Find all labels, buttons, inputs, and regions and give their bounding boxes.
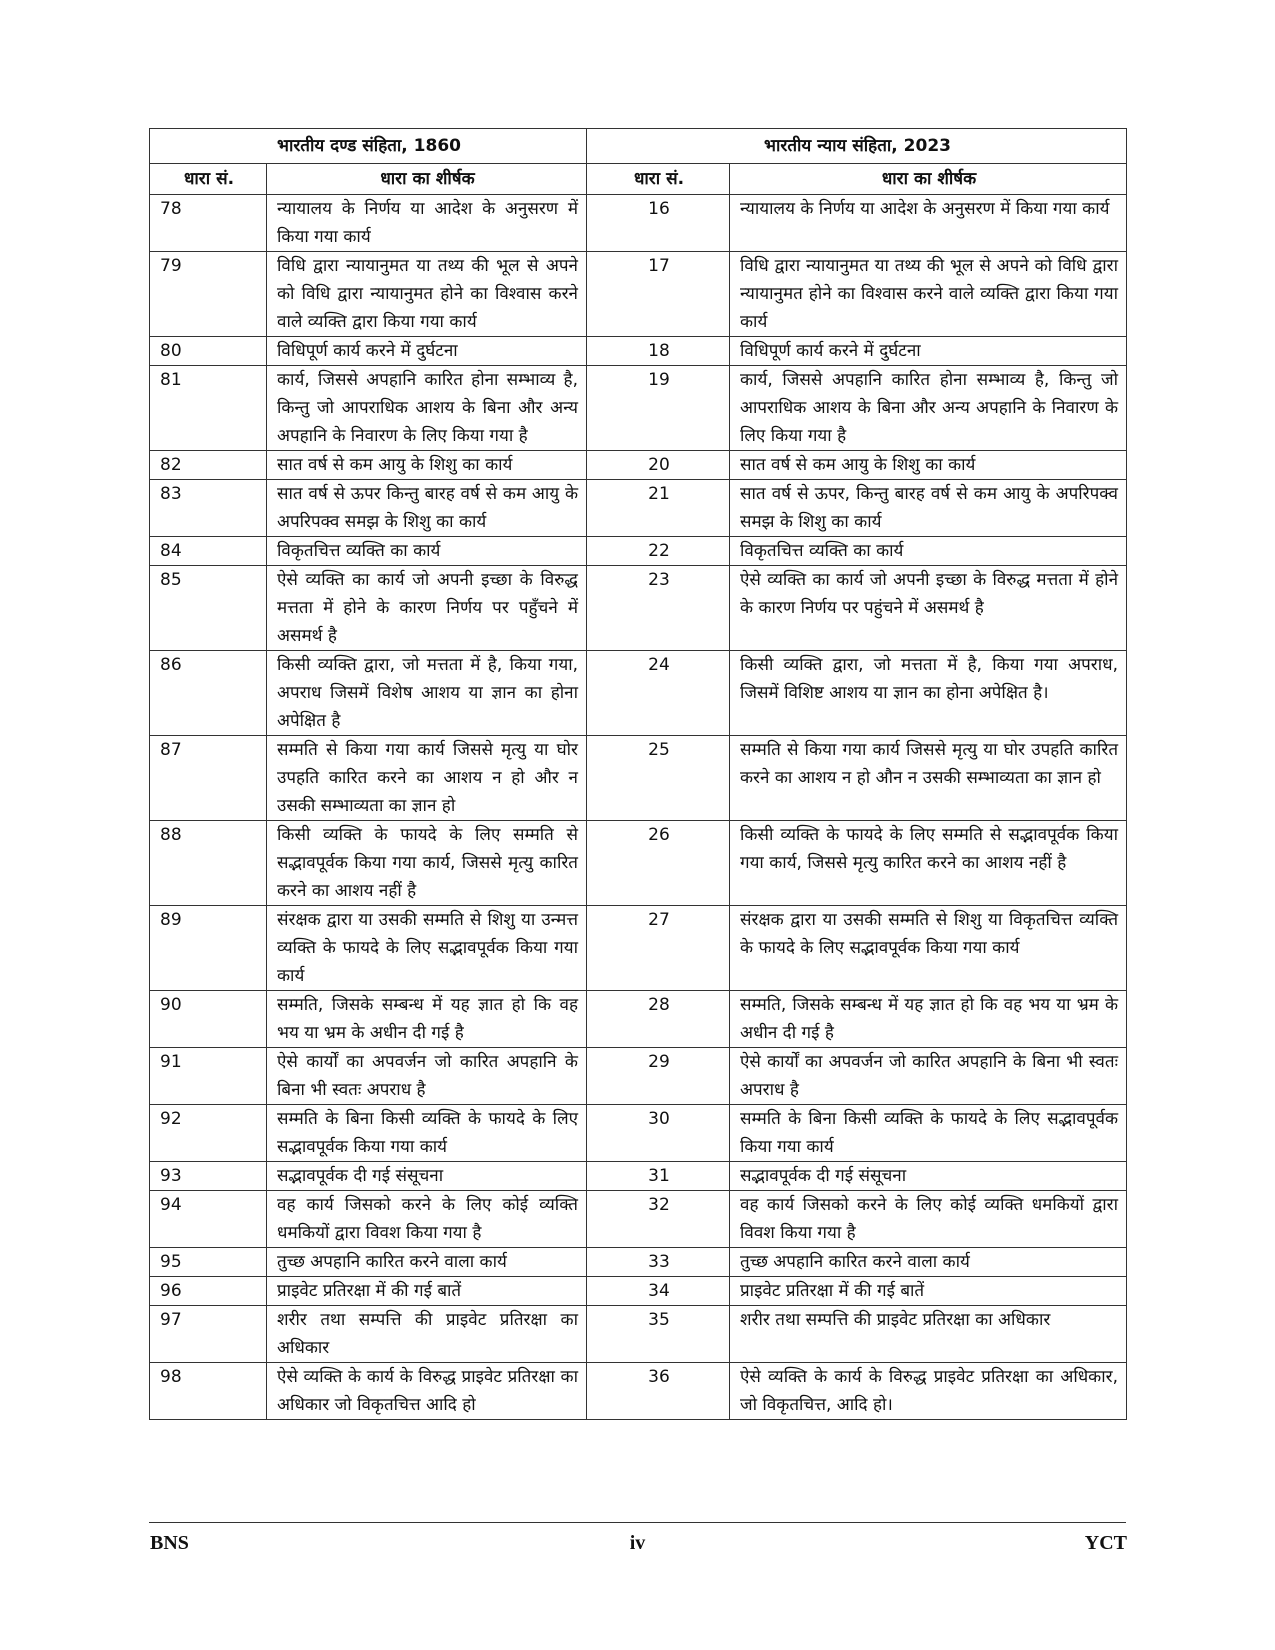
bns-section-no: 33 (587, 1248, 730, 1277)
ipc-section-no: 78 (150, 195, 267, 252)
bns-section-title: किसी व्यक्ति के फायदे के लिए सम्मति से सद्भावपूर्वक किया गया कार्य, जिससे मृत्यु कारित करने का आशय नहीं है (730, 821, 1127, 906)
ipc-section-title: ऐसे व्यक्ति के कार्य के विरुद्ध प्राइवेट प्रतिरक्षा का अधिकार जो विकृतचित्त आदि हो (267, 1363, 587, 1420)
table-row (150, 1048, 1127, 1105)
bns-section-no: 34 (587, 1277, 730, 1306)
bns-section-no: 26 (587, 821, 730, 906)
ipc-section-title: शरीर तथा सम्पत्ति की प्राइवेट प्रतिरक्षा का अधिकार (267, 1306, 587, 1363)
bns-section-title: विधि द्वारा न्यायानुमत या तथ्य की भूल से अपने को विधि द्वारा न्यायानुमत होने का विश्वास करने वाले व्यक्ति द्वारा किया गया कार्य (730, 252, 1127, 337)
bns-section-no: 16 (587, 195, 730, 252)
footer-right: YCT (1084, 1532, 1127, 1554)
bns-section-no: 27 (587, 906, 730, 991)
table-row (150, 1248, 1127, 1277)
ipc-section-title: सात वर्ष से कम आयु के शिशु का कार्य (267, 451, 587, 480)
bns-section-no: 28 (587, 991, 730, 1048)
ipc-section-title: किसी व्यक्ति के फायदे के लिए सम्मति से सद्भावपूर्वक किया गया कार्य, जिससे मृत्यु कारित करने का आशय नहीं है (267, 821, 587, 906)
bns-section-no: 22 (587, 537, 730, 566)
ipc-section-title: प्राइवेट प्रतिरक्षा में की गई बातें (267, 1277, 587, 1306)
bns-section-title: विधिपूर्ण कार्य करने में दुर्घटना (730, 337, 1127, 366)
bns-group-header: भारतीय न्याय संहिता, 2023 (587, 129, 1127, 164)
ipc-section-title: वह कार्य जिसको करने के लिए कोई व्यक्ति धमकियों द्वारा विवश किया गया है (267, 1191, 587, 1248)
ipc-section-title: सद्भावपूर्वक दी गई संसूचना (267, 1162, 587, 1191)
table-row (150, 1191, 1127, 1248)
table-row (150, 1306, 1127, 1363)
table-row (150, 337, 1127, 366)
comparison-table (149, 128, 1127, 1420)
bns-section-no: 20 (587, 451, 730, 480)
bns-section-title: वह कार्य जिसको करने के लिए कोई व्यक्ति धमकियों द्वारा विवश किया गया है (730, 1191, 1127, 1248)
table-row (150, 821, 1127, 906)
table-row (150, 1105, 1127, 1162)
ipc-section-no: 85 (150, 566, 267, 651)
bns-section-no: 19 (587, 366, 730, 451)
footer-left: BNS (150, 1532, 189, 1554)
ipc-section-title: सम्मति, जिसके सम्बन्ध में यह ज्ञात हो कि वह भय या भ्रम के अधीन दी गई है (267, 991, 587, 1048)
ipc-section-title: विधि द्वारा न्यायानुमत या तथ्य की भूल से अपने को विधि द्वारा न्यायानुमत होने का विश्वास करने वाले व्यक्ति द्वारा किया गया कार्य (267, 252, 587, 337)
ipc-title-header: धारा का शीर्षक (267, 164, 587, 195)
ipc-section-title: सम्मति के बिना किसी व्यक्ति के फायदे के लिए सद्भावपूर्वक किया गया कार्य (267, 1105, 587, 1162)
ipc-section-no: 82 (150, 451, 267, 480)
ipc-section-no: 96 (150, 1277, 267, 1306)
bns-section-no: 25 (587, 736, 730, 821)
bns-section-no: 29 (587, 1048, 730, 1105)
table-row (150, 366, 1127, 451)
ipc-section-no: 81 (150, 366, 267, 451)
ipc-section-title: सात वर्ष से ऊपर किन्तु बारह वर्ष से कम आयु के अपरिपक्व समझ के शिशु का कार्य (267, 480, 587, 537)
bns-section-title: सम्मति, जिसके सम्बन्ध में यह ज्ञात हो कि वह भय या भ्रम के अधीन दी गई है (730, 991, 1127, 1048)
table-row (150, 451, 1127, 480)
bns-section-title: ऐसे व्यक्ति के कार्य के विरुद्ध प्राइवेट प्रतिरक्षा का अधिकार, जो विकृतचित्त, आदि हो। (730, 1363, 1127, 1420)
bns-section-no-header: धारा सं. (587, 164, 730, 195)
page-number: iv (629, 1532, 646, 1554)
ipc-section-title: विधिपूर्ण कार्य करने में दुर्घटना (267, 337, 587, 366)
ipc-section-title: ऐसे व्यक्ति का कार्य जो अपनी इच्छा के विरुद्ध मत्तता में होने के कारण निर्णय पर पहुँचने में असमर्थ है (267, 566, 587, 651)
bns-section-title: संरक्षक द्वारा या उसकी सम्मति से शिशु या विकृतचित्त व्यक्ति के फायदे के लिए सद्भावपूर्वक किया गया कार्य (730, 906, 1127, 991)
table-row (150, 906, 1127, 991)
ipc-group-header: भारतीय दण्ड संहिता, 1860 (150, 129, 587, 164)
bns-section-title: किसी व्यक्ति द्वारा, जो मत्तता में है, किया गया अपराध, जिसमें विशिष्ट आशय या ज्ञान का होना अपेक्षित है। (730, 651, 1127, 736)
bns-section-no: 32 (587, 1191, 730, 1248)
table-row (150, 252, 1127, 337)
bns-section-title: सद्भावपूर्वक दी गई संसूचना (730, 1162, 1127, 1191)
bns-section-no: 17 (587, 252, 730, 337)
table-row (150, 651, 1127, 736)
ipc-section-no: 94 (150, 1191, 267, 1248)
table-row (150, 537, 1127, 566)
ipc-section-title: विकृतचित्त व्यक्ति का कार्य (267, 537, 587, 566)
ipc-section-title: तुच्छ अपहानि कारित करने वाला कार्य (267, 1248, 587, 1277)
ipc-section-title: किसी व्यक्ति द्वारा, जो मत्तता में है, किया गया, अपराध जिसमें विशेष आशय या ज्ञान का होना अपेक्षित है (267, 651, 587, 736)
ipc-section-no: 93 (150, 1162, 267, 1191)
ipc-section-no-header: धारा सं. (150, 164, 267, 195)
ipc-section-title: न्यायालय के निर्णय या आदेश के अनुसरण में किया गया कार्य (267, 195, 587, 252)
bns-section-title: न्यायालय के निर्णय या आदेश के अनुसरण में किया गया कार्य (730, 195, 1127, 252)
table-row (150, 480, 1127, 537)
ipc-section-no: 80 (150, 337, 267, 366)
bns-title-header: धारा का शीर्षक (730, 164, 1127, 195)
ipc-section-no: 87 (150, 736, 267, 821)
bns-section-title: ऐसे कार्यों का अपवर्जन जो कारित अपहानि के बिना भी स्वतः अपराध है (730, 1048, 1127, 1105)
bns-section-title: सम्मति से किया गया कार्य जिससे मृत्यु या घोर उपहति कारित करने का आशय न हो औन न उसकी सम्भाव्यता का ज्ञान हो (730, 736, 1127, 821)
ipc-section-no: 95 (150, 1248, 267, 1277)
ipc-section-no: 98 (150, 1363, 267, 1420)
bns-section-no: 31 (587, 1162, 730, 1191)
ipc-section-no: 79 (150, 252, 267, 337)
ipc-section-no: 83 (150, 480, 267, 537)
ipc-section-no: 90 (150, 991, 267, 1048)
column-header-row (150, 164, 1127, 195)
bns-section-title: सात वर्ष से कम आयु के शिशु का कार्य (730, 451, 1127, 480)
bns-section-title: सात वर्ष से ऊपर, किन्तु बारह वर्ष से कम आयु के अपरिपक्व समझ के शिशु का कार्य (730, 480, 1127, 537)
ipc-section-title: सम्मति से किया गया कार्य जिससे मृत्यु या घोर उपहति कारित करने का आशय न हो और न उसकी सम्भाव्यता का ज्ञान हो (267, 736, 587, 821)
bns-section-no: 36 (587, 1363, 730, 1420)
table-row (150, 1162, 1127, 1191)
bns-section-no: 21 (587, 480, 730, 537)
ipc-section-no: 84 (150, 537, 267, 566)
ipc-section-no: 97 (150, 1306, 267, 1363)
ipc-section-title: संरक्षक द्वारा या उसकी सम्मति से शिशु या उन्मत्त व्यक्ति के फायदे के लिए सद्भावपूर्वक किया गया कार्य (267, 906, 587, 991)
ipc-section-no: 88 (150, 821, 267, 906)
bns-section-no: 35 (587, 1306, 730, 1363)
table-row (150, 195, 1127, 252)
bns-section-no: 23 (587, 566, 730, 651)
ipc-section-title: कार्य, जिससे अपहानि कारित होना सम्भाव्य है, किन्तु जो आपराधिक आशय के बिना और अन्य अपहानि के निवारण के लिए किया गया है (267, 366, 587, 451)
ipc-section-no: 91 (150, 1048, 267, 1105)
ipc-section-no: 89 (150, 906, 267, 991)
ipc-section-no: 92 (150, 1105, 267, 1162)
ipc-section-no: 86 (150, 651, 267, 736)
group-header-row (150, 129, 1127, 164)
bns-section-title: सम्मति के बिना किसी व्यक्ति के फायदे के लिए सद्भावपूर्वक किया गया कार्य (730, 1105, 1127, 1162)
bns-section-no: 18 (587, 337, 730, 366)
ipc-section-title: ऐसे कार्यों का अपवर्जन जो कारित अपहानि के बिना भी स्वतः अपराध है (267, 1048, 587, 1105)
bns-section-title: तुच्छ अपहानि कारित करने वाला कार्य (730, 1248, 1127, 1277)
bns-section-no: 30 (587, 1105, 730, 1162)
table-row (150, 566, 1127, 651)
table-row (150, 991, 1127, 1048)
bns-section-title: विकृतचित्त व्यक्ति का कार्य (730, 537, 1127, 566)
footer-rule (149, 1522, 1126, 1523)
bns-section-title: प्राइवेट प्रतिरक्षा में की गई बातें (730, 1277, 1127, 1306)
table-row (150, 1277, 1127, 1306)
bns-section-title: ऐसे व्यक्ति का कार्य जो अपनी इच्छा के विरुद्ध मत्तता में होने के कारण निर्णय पर पहुंचने में असमर्थ है (730, 566, 1127, 651)
table-row (150, 1363, 1127, 1420)
table-row (150, 736, 1127, 821)
bns-section-no: 24 (587, 651, 730, 736)
bns-section-title: कार्य, जिससे अपहानि कारित होना सम्भाव्य है, किन्तु जो आपराधिक आशय के बिना और अन्य अपहानि के निवारण के लिए किया गया है (730, 366, 1127, 451)
bns-section-title: शरीर तथा सम्पत्ति की प्राइवेट प्रतिरक्षा का अधिकार (730, 1306, 1127, 1363)
